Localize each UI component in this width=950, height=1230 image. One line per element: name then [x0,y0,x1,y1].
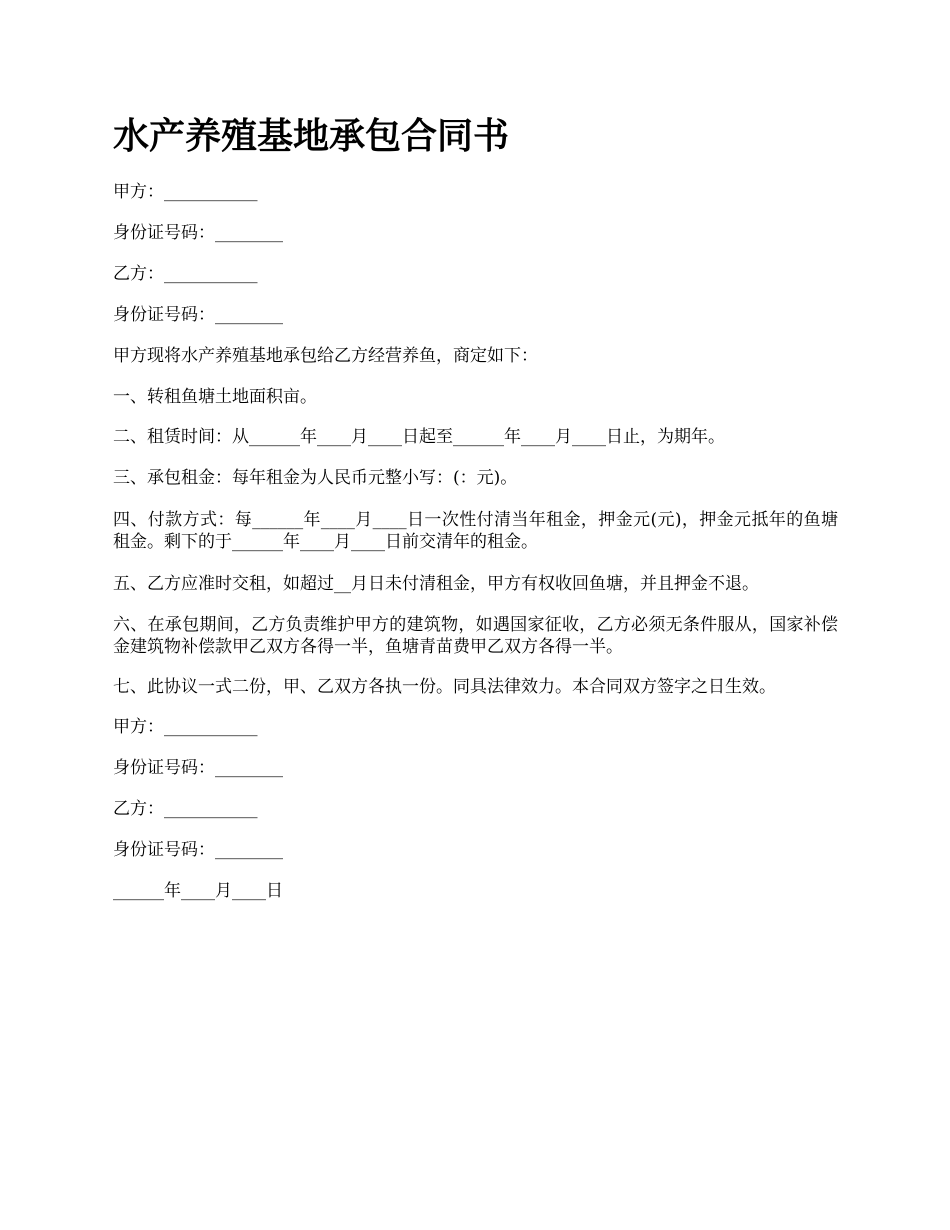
footer-party-b-id-line: 身份证号码：________ [113,840,283,860]
clause-6: 六、在承包期间，乙方负责维护甲方的建筑物，如遇国家征收，乙方必须无条件服从，国家补偿金建筑物补偿款甲乙双方各得一半，鱼塘青苗费甲乙双方各得一半。 [113,615,838,657]
intro-paragraph: 甲方现将水产养殖基地承包给乙方经营养鱼，商定如下： [113,346,538,366]
party-b-id-line: 身份证号码：________ [113,305,283,325]
clause-1: 一、转租鱼塘土地面积亩。 [113,387,317,407]
clause-5: 五、乙方应准时交租，如超过__月日未付清租金，甲方有权收回鱼塘，并且押金不退。 [113,574,759,594]
footer-party-a-line: 甲方：___________ [113,717,258,737]
clause-7: 七、此协议一式二份，甲、乙双方各执一份。同具法律效力。本合同双方签字之日生效。 [113,677,776,697]
footer-party-a-id-line: 身份证号码：________ [113,758,283,778]
party-a-line: 甲方：___________ [113,182,258,202]
clause-2: 二、租赁时间：从______年____月____日起至______年____月____日止，为期年。 [113,427,725,447]
party-b-line: 乙方：___________ [113,264,258,284]
clause-4: 四、付款方式：每______年____月____日一次性付清当年租金，押金元(元)，押金元抵年的鱼塘租金。剩下的于______年____月____日前交清年的租金。 [113,510,838,552]
clause-3: 三、承包租金：每年租金为人民币元整小写：(：元)。 [113,468,518,488]
document-title: 水产养殖基地承包合同书 [113,116,510,157]
footer-party-b-line: 乙方：___________ [113,799,258,819]
signing-date-line: ______年____月____日 [113,881,283,901]
party-a-id-line: 身份证号码：________ [113,223,283,243]
